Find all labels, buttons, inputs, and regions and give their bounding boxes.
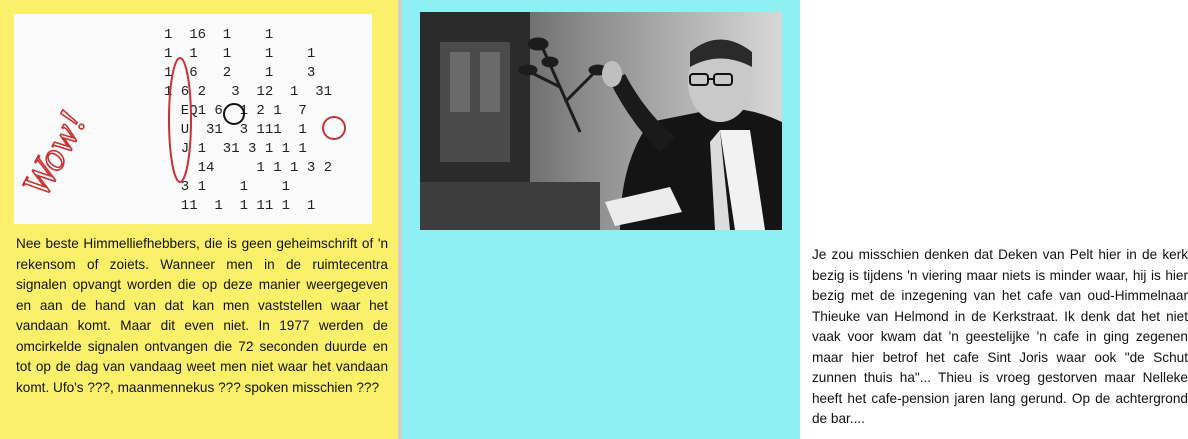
printout-row: 1 1 1 1 1 xyxy=(164,46,316,62)
printout-row: 3 1 1 1 xyxy=(164,179,291,195)
printout-row: 1 16 1 1 xyxy=(164,27,274,43)
right-caption: Je zou misschien denken dat Deken van Pelt hier in de kerk bezig is tijdens 'n viering maar niets is minder waar, hij is hier bezig met de inzegening van het cafe van oud-Himmelnaar Thieuke van Helmond in de Kerkstraat. Ik denk dat het niet vaak voor kwam dat 'n geestelijke 'n cafe in ging zegenen maar hier betrof het cafe Sint Joris waar ook "de Schut zunnen thuis ha"... Thieu is vroeg gestorven maar Nelleke heeft het cafe-pension jaren lang gerund. Op de achtergrond de bar.... xyxy=(812,247,1188,426)
wow-signal-printout xyxy=(14,14,372,224)
left-caption: Nee beste Himmelliefhebbers, die is geen geheimschrift of 'n rekensom of zoiets. Wanneer men in de ruimtecentra signalen opvangt worden die op deze manier weergegeven en aan de hand van dat kan men vaststellen waar het vandaan komt. Maar dit even niet. In 1977 werden de omcirkelde signalen ontvangen die 72 seconden duurde en tot op de dag van vandaag weet men niet waar het vandaan komt. Ufo's ???, maanmennekus ??? spoken misschien ??? xyxy=(16,236,388,395)
wow-signal-photo xyxy=(14,14,372,224)
printout-row: J 1 31 3 1 1 1 xyxy=(164,141,307,157)
priest-blessing-photo xyxy=(420,12,782,230)
printout-row: 1 6 2 1 3 xyxy=(164,65,316,81)
priest-photo-illustration xyxy=(420,12,782,230)
printout-row: 14 1 1 1 3 2 xyxy=(164,160,333,176)
printout-row: 1 6 2 3 12 1 31 xyxy=(164,84,333,100)
printout-row: U 31 3 111 1 xyxy=(164,122,307,138)
printout-row: 11 1 1 11 1 1 xyxy=(164,198,316,214)
left-panel xyxy=(0,0,398,439)
printout-row: EQ1 6 1 2 1 7 xyxy=(164,103,307,119)
right-panel xyxy=(402,0,1188,439)
wow-annotation: Wow! xyxy=(12,103,95,204)
